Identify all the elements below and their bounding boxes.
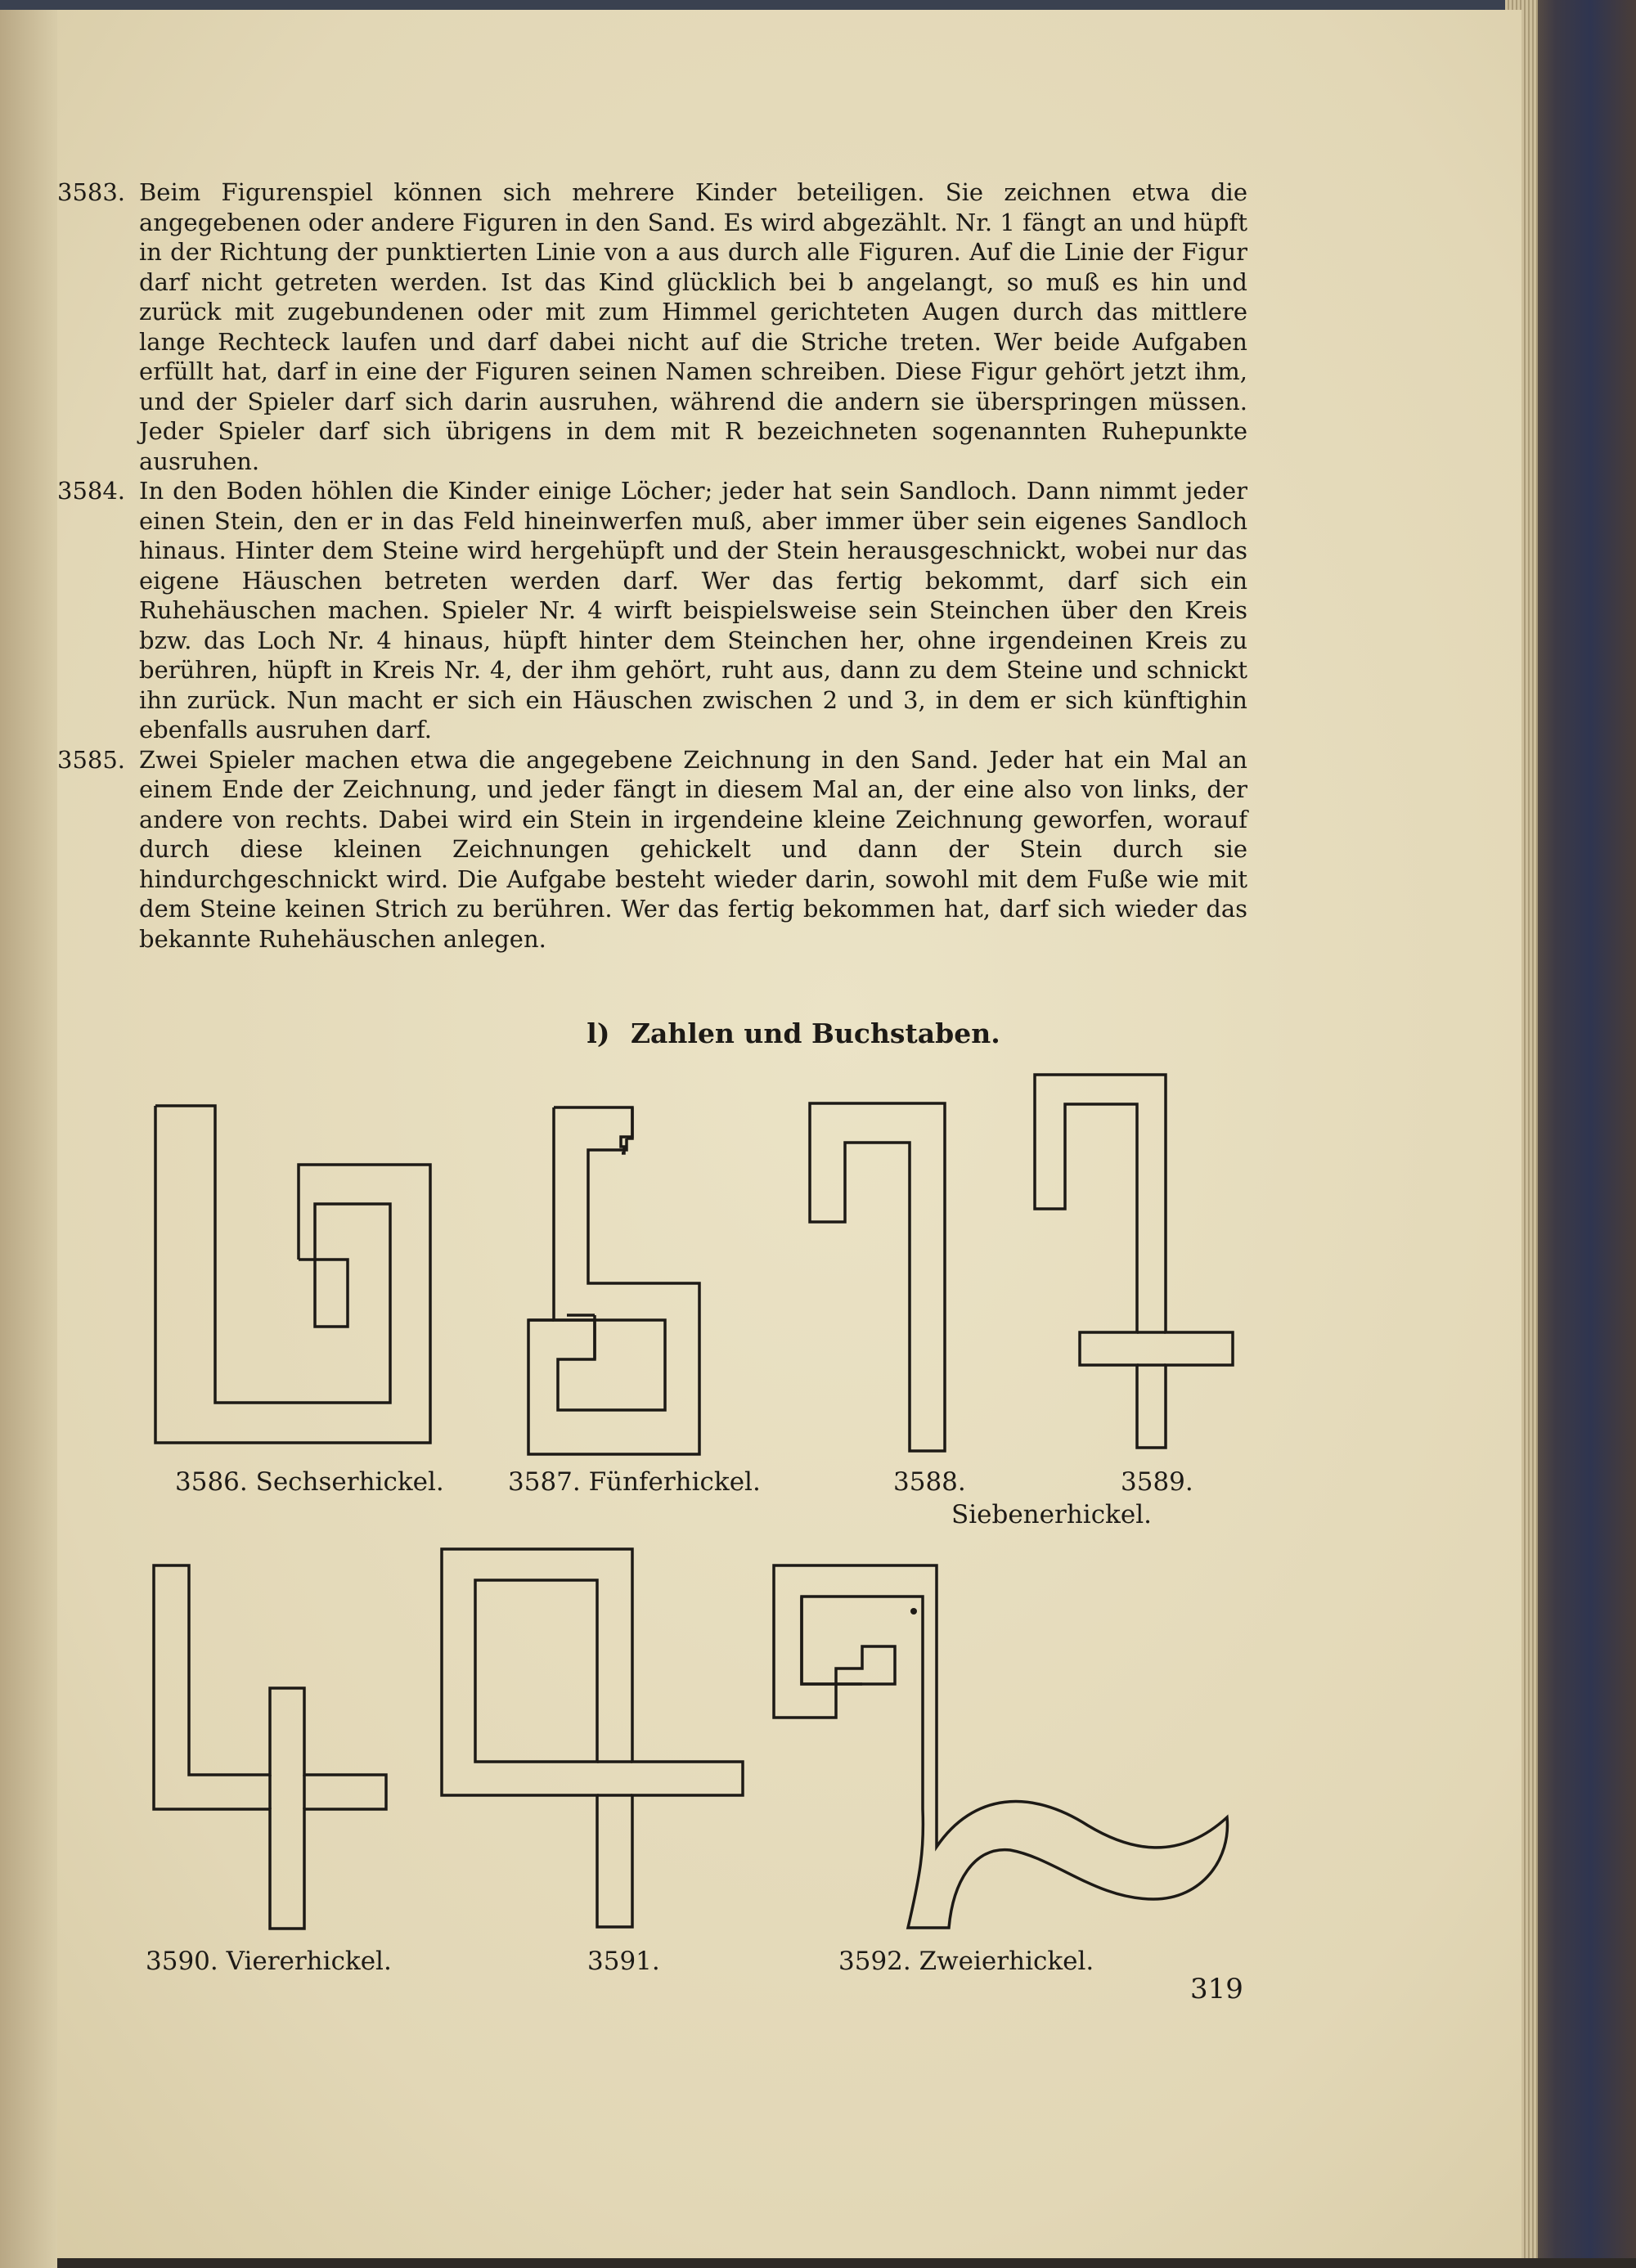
section-letter: l) bbox=[587, 1017, 610, 1049]
figure-3592-dot bbox=[910, 1608, 917, 1615]
paragraph-text: In den Boden höhlen die Kinder einige Löcher; jeder hat sein Sandloch. Dann nimmt jeder einen Stein, den er in das Feld hineinwerfen muß, aber immer über sein eigenes Sandloch hinaus. Hinter dem Steine wird hergehüpft und der Stein herausgeschnickt, wobei nur das eigene Häuschen betreten werden darf. Wer das fertig bekommt, darf sich ein Ruhehäuschen machen. Spieler Nr. 4 wirft beispielsweise sein Steinchen über den Kreis bzw. das Loch Nr. 4 hinaus, hüpft hinter dem Steinchen her, ohne irgendeinen Kreis zu berühren, hüpft in Kreis Nr. 4, der ihm gehört, ruht aus, dann zu dem Steine und schnickt ihn zurück. Nun macht er sich ein Häuschen zwischen 2 und 3, in dem er sich künftighin ebenfalls ausruhen darf. bbox=[139, 477, 1247, 743]
caption-3592: 3592. Zweierhickel. bbox=[838, 1947, 1094, 1976]
book-page bbox=[0, 10, 1521, 2258]
paragraph-number: 3583. bbox=[57, 178, 126, 206]
paragraph-text: Zwei Spieler machen etwa die angegebene Zeichnung in den Sand. Jeder hat ein Mal an einem Ende der Zeichnung, und jeder fängt in diesem Mal an, der eine also von links, der andere von rechts. Dabei wird ein Stein in irgendeine kleine Zeichnung geworfen, worauf durch diese kleinen Zeichnungen gehickelt und dann der Stein durch sie hindurchgeschnickt wird. Die Aufgabe besteht wieder darin, sowohl mit dem Fuße wie mit dem Steine keinen Strich zu berühren. Wer das fertig bekommen hat, darf sich wieder das bekannte Ruhehäuschen anlegen. bbox=[139, 745, 1247, 953]
caption-3588: 3588. bbox=[893, 1467, 966, 1497]
caption-3590: 3590. Viererhickel. bbox=[146, 1947, 392, 1976]
figure-3588-seven-shape bbox=[810, 1103, 945, 1451]
caption-seven-shared: Siebenerhickel. bbox=[951, 1500, 1152, 1529]
figure-3589-seven-cross-shape bbox=[1035, 1075, 1233, 1448]
figure-3586-six-shape bbox=[155, 1106, 430, 1443]
caption-3587: 3587. Fünferhickel. bbox=[508, 1467, 761, 1497]
section-title: Zahlen und Buchstaben. bbox=[630, 1017, 1000, 1049]
figures-drawing bbox=[0, 10, 1521, 2258]
book-spine bbox=[1521, 0, 1636, 2258]
paragraph-text: Beim Figurenspiel können sich mehrere Kinder beteiligen. Sie zeichnen etwa die angegebenen oder andere Figuren in den Sand. Es wird abgezählt. Nr. 1 fängt an und hüpft in der Richtung der punktierten Linie von a aus durch alle Figuren. Auf die Linie der Figur darf nicht getreten werden. Ist das Kind glücklich bei b angelangt, so muß es hin und zurück mit zugebundenen oder mit zum Himmel gerichteten Augen durch das mittlere lange Rechteck laufen und darf dabei nicht auf die Striche treten. Wer beide Aufgaben erfüllt hat, darf in eine der Figuren seinen Namen schreiben. Diese Figur gehört jetzt ihm, und der Spieler darf sich darin ausruhen, während die andern sie überspringen müssen. Jeder Spieler darf sich übrigens in dem mit R bezeichneten sogenannten Ruhepunkte ausruhen. bbox=[139, 178, 1247, 475]
figure-3587-five-shape bbox=[528, 1107, 699, 1454]
figure-3590-four-shape bbox=[154, 1565, 386, 1929]
caption-3586: 3586. Sechserhickel. bbox=[175, 1467, 444, 1497]
paragraph-number: 3584. bbox=[57, 477, 126, 505]
page-number: 319 bbox=[1190, 1973, 1243, 2005]
figure-3592-two-shape bbox=[774, 1565, 1227, 1928]
caption-3591: 3591. bbox=[587, 1947, 660, 1976]
caption-3589: 3589. bbox=[1121, 1467, 1193, 1497]
paragraph-number: 3585. bbox=[57, 745, 126, 774]
figure-3591-q-shape bbox=[442, 1549, 743, 1927]
